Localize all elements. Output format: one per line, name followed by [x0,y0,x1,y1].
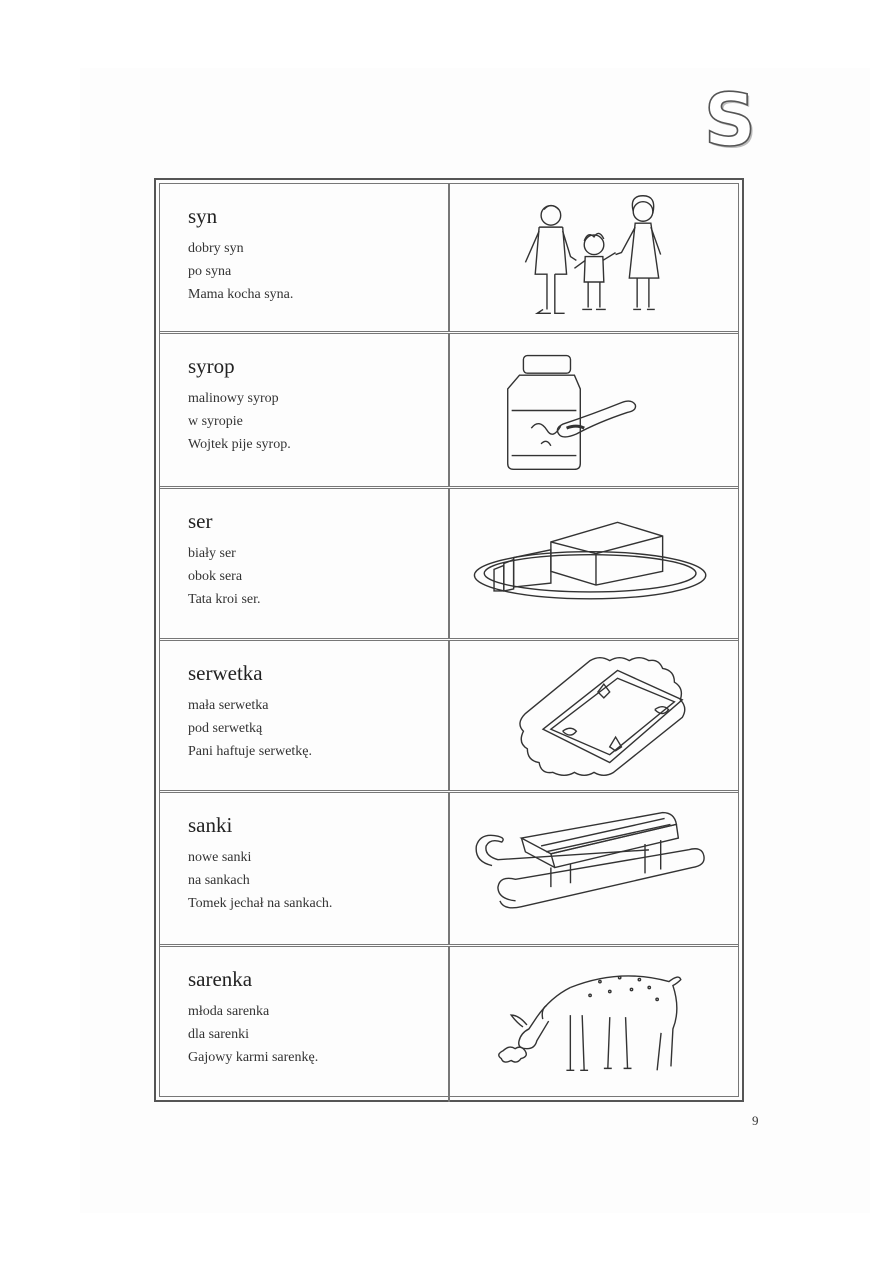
vocabulary-table [154,178,744,1102]
page-number: 9 [752,1113,759,1128]
headword: syn [188,204,218,228]
cheese-icon [452,489,738,638]
table-row [160,947,738,1102]
example-line: nowe sanki [188,850,252,865]
example-line: Tata kroi ser. [188,592,261,607]
example-line: na sankach [188,873,250,888]
example-line: w syropie [188,414,243,429]
table-row [160,334,738,489]
deer-icon [452,947,738,1102]
word-cell [160,184,450,331]
chapter-letter: S [704,78,756,162]
example-line: Mama kocha syna. [188,287,294,302]
headword: sanki [188,813,233,837]
table-row [160,184,738,334]
example-line: dobry syn [188,241,244,256]
headword: sarenka [188,967,253,991]
example-line: Gajowy karmi sarenkę. [188,1050,319,1065]
example-line: malinowy syrop [188,391,279,406]
example-line: Pani haftuje serwetkę. [188,744,313,759]
example-line: młoda sarenka [188,1004,270,1019]
word-cell [160,793,450,944]
vocabulary-table-inner [159,183,739,1097]
example-line: po syna [188,264,232,279]
headword: syrop [188,354,235,378]
napkin-icon [452,641,738,790]
word-cell [160,489,450,638]
word-cell [160,334,450,486]
table-row [160,489,738,641]
headword: serwetka [188,661,263,685]
family-icon [452,184,738,331]
sled-icon [452,793,738,944]
example-line: Tomek jechał na sankach. [188,896,333,911]
example-line: dla sarenki [188,1027,250,1042]
example-line: mała serwetka [188,698,269,713]
example-line: obok sera [188,569,243,584]
syrup-bottle-icon [452,334,738,486]
word-cell [160,641,450,790]
table-row [160,793,738,947]
word-cell [160,947,450,1102]
table-row [160,641,738,793]
headword: ser [188,509,213,533]
example-line: Wojtek pije syrop. [188,437,291,452]
example-line: biały ser [188,546,236,561]
example-line: pod serwetką [188,721,263,736]
